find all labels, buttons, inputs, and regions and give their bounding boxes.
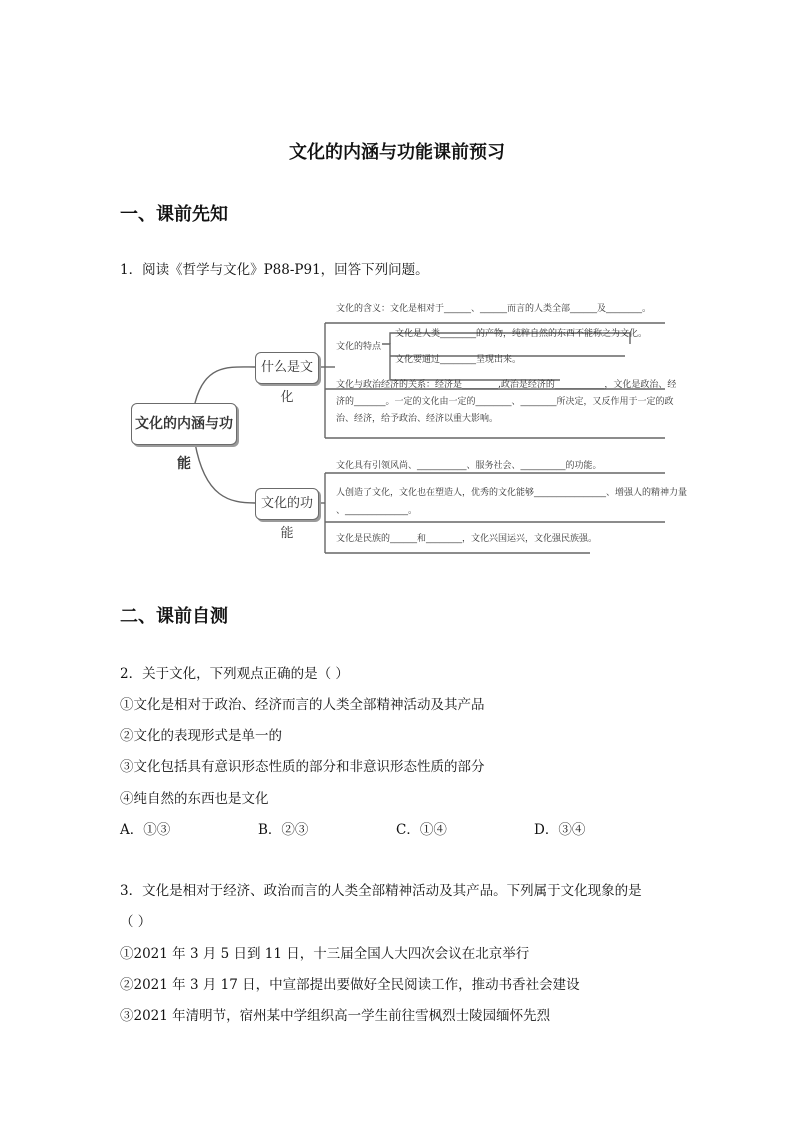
mind-map-branch-culture-function: 文化的功能 (255, 488, 319, 520)
mind-map-branch-what-is-culture: 什么是文化 (255, 352, 319, 384)
leaf-function-2-line-2: 、______________。 (336, 506, 418, 516)
question-2-option-a[interactable]: A．①③ (120, 822, 171, 838)
question-2-item: ④纯自然的东西也是文化 (120, 791, 269, 807)
question-2-stem: 2．关于文化，下列观点正确的是（ ） (120, 666, 349, 682)
leaf-function-3: 文化是民族的______和________，文化兴国运兴，文化强民族强。 (336, 534, 598, 544)
question-1-stem: 1．阅读《哲学与文化》P88-P91，回答下列问题。 (120, 262, 429, 278)
leaf-features-label: 文化的特点 (336, 342, 382, 352)
connector-root-branch2 (195, 443, 255, 503)
mind-map (120, 293, 688, 561)
question-3-item: ②2021 年 3 月 17 日，中宣部提出要做好全民阅读工作，推动书香社会建设 (120, 977, 580, 993)
section-heading-self-test: 二、课前自测 (120, 606, 228, 627)
leaf-function-1: 文化具有引领风尚、___________、服务社会、__________的功能。 (336, 461, 602, 471)
question-2-item: ①文化是相对于政治、经济而言的人类全部精神活动及其产品 (120, 697, 485, 713)
question-2-option-d[interactable]: D．③④ (534, 822, 586, 838)
page-title: 文化的内涵与功能课前预习 (289, 142, 505, 163)
question-3-stem: 3．文化是相对于经济、政治而言的人类全部精神活动及其产品。下列属于文化现象的是 (120, 883, 642, 899)
question-2-option-c[interactable]: C．①④ (396, 822, 447, 838)
leaf-relation-line-3: 治、经济，给予政治、经济以重大影响。 (336, 414, 499, 424)
leaf-feature-2: 文化要通过________呈现出来。 (395, 355, 522, 365)
question-3-answer-paren: （ ） (120, 914, 152, 930)
question-2-item: ②文化的表现形式是单一的 (120, 728, 282, 744)
leaf-relation-line-2: 济的_______。一定的文化由一定的________、________所决定，又反作用于一定的政 (336, 397, 674, 407)
leaf-function-2-line-1: 人创造了文化，文化也在塑造人，优秀的文化能够________________、增强人的精神力量 (336, 488, 688, 498)
question-3-item: ①2021 年 3 月 5 日到 11 日，十三届全国人大四次会议在北京举行 (120, 946, 530, 962)
leaf-culture-meaning: 文化的含义：文化是相对于______、______而言的人类全部______及________。 (336, 304, 652, 314)
section-heading-preview: 一、课前先知 (120, 204, 228, 225)
connector-root-branch1 (195, 367, 255, 403)
mind-map-root: 文化的内涵与功能 (131, 403, 237, 445)
question-3-item: ③2021 年清明节，宿州某中学组织高一学生前往雪枫烈士陵园缅怀先烈 (120, 1008, 551, 1024)
question-2-option-b[interactable]: B．②③ (258, 822, 309, 838)
question-2-item: ③文化包括具有意识形态性质的部分和非意识形态性质的部分 (120, 759, 485, 775)
leaf-relation-line-1: 文化与政治经济的关系：经济是________,政治是经济的___________，文化是政治、经 (336, 380, 677, 390)
leaf-feature-1: 文化是人类________的产物，纯粹自然的东西不能称之为文化。 (395, 329, 648, 339)
